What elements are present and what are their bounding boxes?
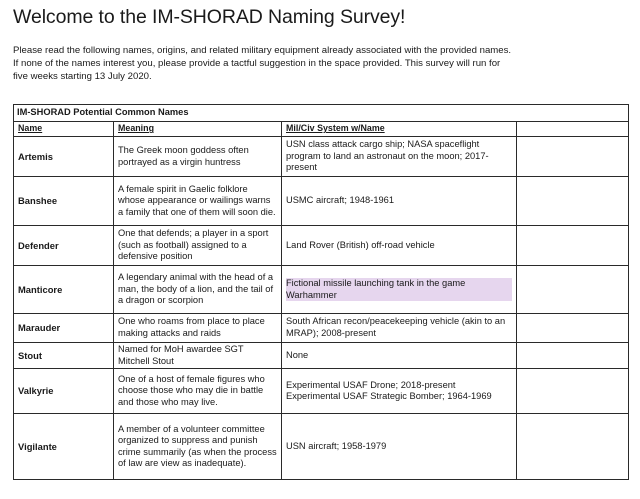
system-text: USN aircraft; 1958-1979	[286, 440, 387, 451]
row-meaning: A legendary animal with the head of a man, the body of a lion, and the tail of a dragon or scorpion	[114, 266, 282, 314]
table-header-row	[14, 122, 629, 137]
suggestion-cell[interactable]	[517, 177, 629, 226]
row-name: Stout	[14, 343, 114, 369]
table-row	[14, 314, 629, 343]
system-text: South African recon/peacekeeping vehicle (akin to an MRAP); 2008-present	[286, 316, 506, 338]
row-name: Artemis	[14, 137, 114, 177]
row-system	[282, 177, 517, 226]
names-table	[13, 104, 629, 480]
system-text: USMC aircraft; 1948-1961	[286, 195, 394, 206]
intro-text: Please read the following names, origins, and related military equipment already associated with the provided names. If none of the names interest you, please provide a tactful suggestion in the space provided. This survey will run for five weeks starting 13 July 2020.	[13, 45, 512, 82]
row-system	[282, 266, 517, 314]
table-row	[14, 226, 629, 266]
table-row	[14, 369, 629, 414]
system-text: USN class attack cargo ship; NASA spaceflight program to land an astronaut on the moon; 2017-present	[286, 139, 489, 173]
row-name: Valkyrie	[14, 369, 114, 414]
row-meaning: Named for MoH awardee SGT Mitchell Stout	[114, 343, 282, 369]
header-suggestion	[517, 122, 629, 137]
highlighted-system-text: Fictional missile launching tank in the game Warhammer	[286, 278, 512, 301]
table-row	[14, 177, 629, 226]
table-row	[14, 137, 629, 177]
header-meaning: Meaning	[114, 122, 282, 137]
row-system	[282, 314, 517, 343]
table-row	[14, 414, 629, 480]
table-caption-row	[14, 105, 629, 122]
suggestion-cell[interactable]	[517, 266, 629, 314]
system-text: Experimental USAF Drone; 2018-present	[286, 379, 456, 390]
row-system	[282, 137, 517, 177]
row-meaning: A female spirit in Gaelic folklore whose appearance or wailings warns a family that one of them will soon die.	[114, 177, 282, 226]
row-name: Manticore	[14, 266, 114, 314]
system-text: None	[286, 349, 309, 360]
header-system: Mil/Civ System w/Name	[282, 122, 517, 137]
suggestion-cell[interactable]	[517, 414, 629, 480]
row-system	[282, 226, 517, 266]
suggestion-cell[interactable]	[517, 343, 629, 369]
row-system	[282, 343, 517, 369]
row-meaning: A member of a volunteer committee organized to suppress and punish crime summarily (as when the process of law are view as inadequate).	[114, 414, 282, 480]
suggestion-cell[interactable]	[517, 369, 629, 414]
system-text: Experimental USAF Strategic Bomber; 1964-1969	[286, 391, 492, 402]
table-row	[14, 266, 629, 314]
suggestion-cell[interactable]	[517, 226, 629, 266]
row-meaning: The Greek moon goddess often portrayed as a virgin huntress	[114, 137, 282, 177]
header-name: Name	[14, 122, 114, 137]
row-name: Banshee	[14, 177, 114, 226]
row-system	[282, 369, 517, 414]
row-meaning: One who roams from place to place making attacks and raids	[114, 314, 282, 343]
row-name: Vigilante	[14, 414, 114, 480]
suggestion-cell[interactable]	[517, 137, 629, 177]
page-title: Welcome to the IM-SHORAD Naming Survey!	[13, 6, 406, 28]
row-system	[282, 414, 517, 480]
system-text: Land Rover (British) off-road vehicle	[286, 239, 435, 250]
table-row	[14, 343, 629, 369]
row-meaning: One that defends; a player in a sport (such as football) assigned to a defensive position	[114, 226, 282, 266]
row-name: Defender	[14, 226, 114, 266]
suggestion-cell[interactable]	[517, 314, 629, 343]
row-meaning: One of a host of female figures who choose those who may die in battle and those who may live.	[114, 369, 282, 414]
row-name: Marauder	[14, 314, 114, 343]
table-caption: IM-SHORAD Potential Common Names	[14, 105, 629, 122]
